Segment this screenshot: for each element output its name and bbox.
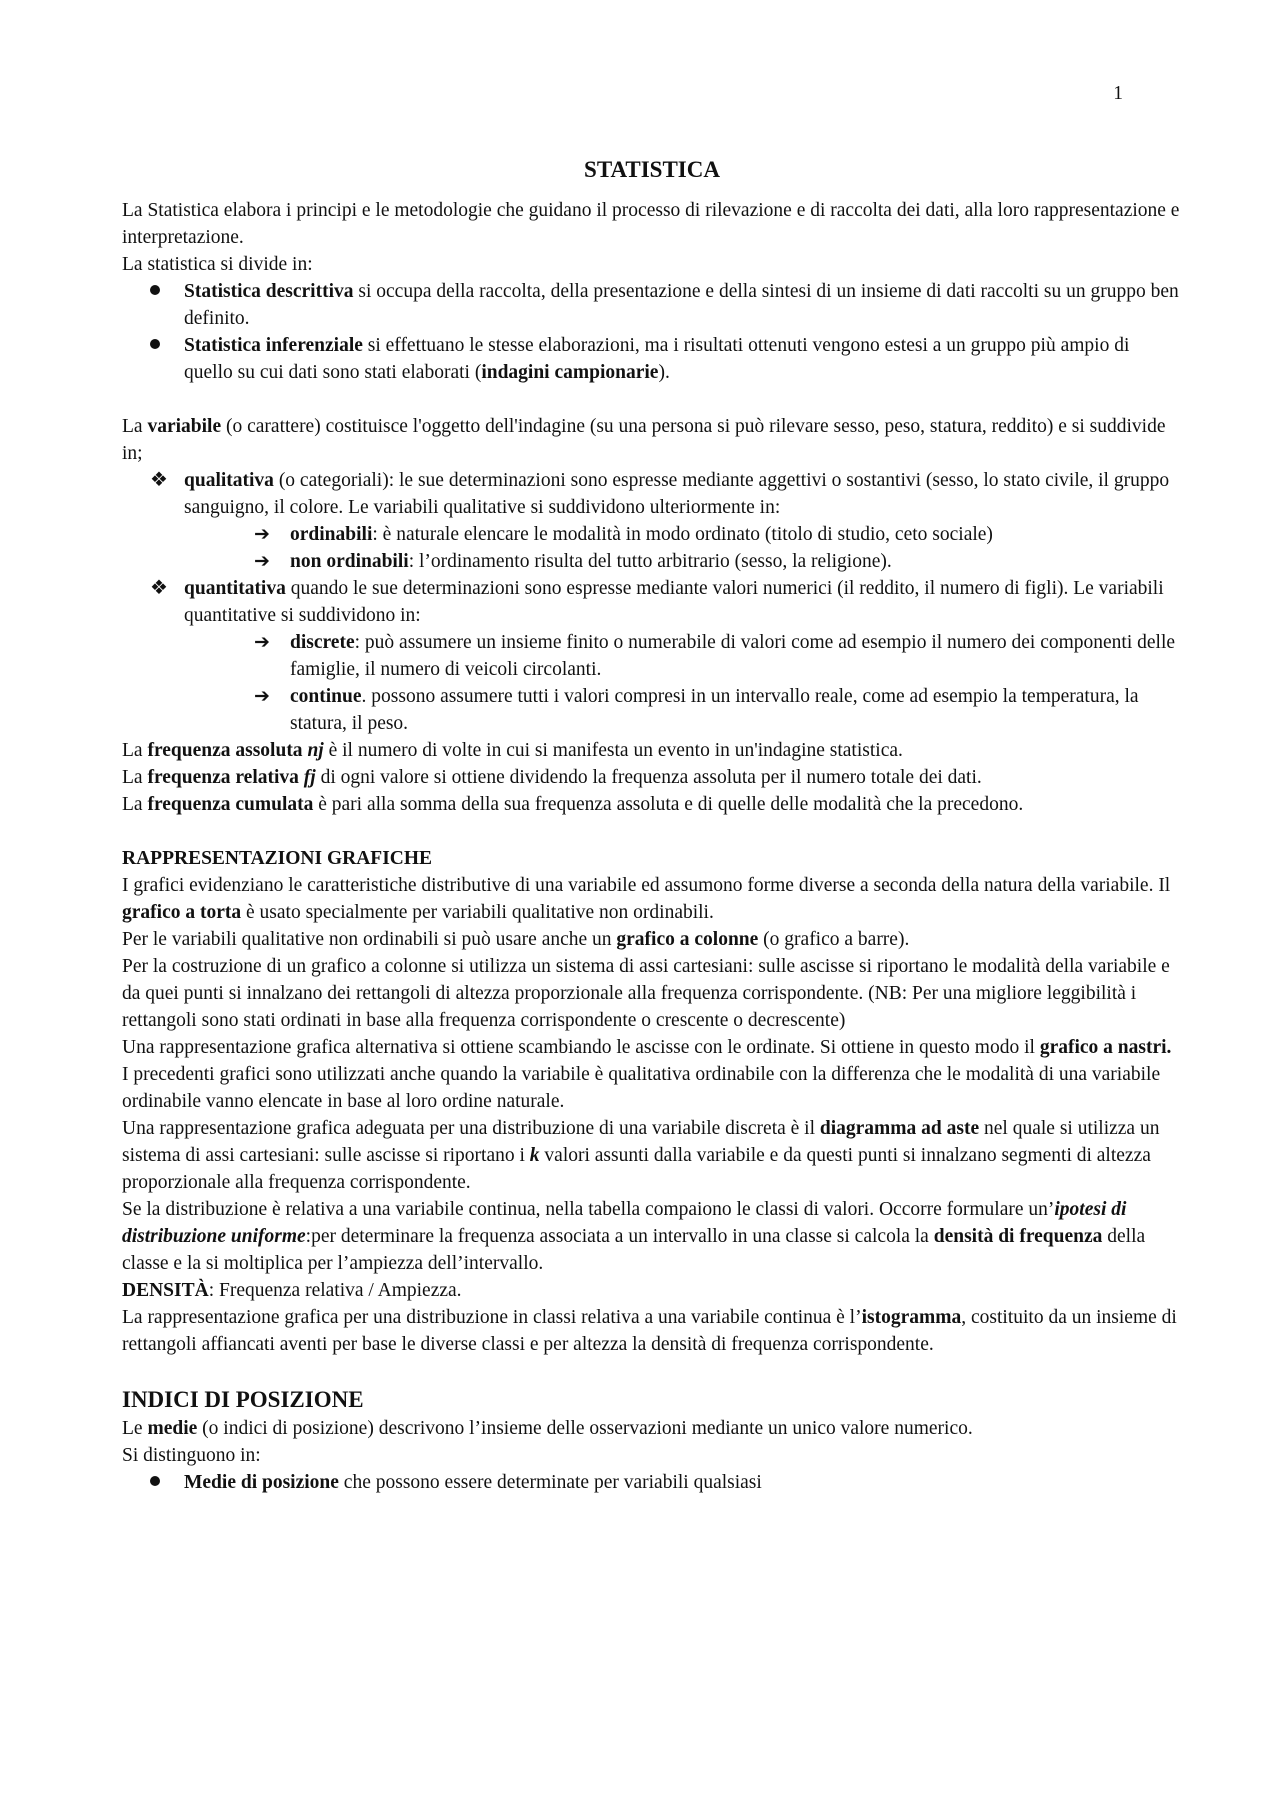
- list-item: [122, 683, 1182, 737]
- paragraph: [122, 1061, 1182, 1115]
- bullet-icon: [150, 278, 176, 305]
- term: grafico a nastri.: [1039, 1037, 1172, 1058]
- text: La: [122, 740, 148, 761]
- frequenza-cumulata-paragraph: [122, 791, 1182, 818]
- frequenza-assoluta-paragraph: [122, 737, 1182, 764]
- variable-types-list-2: [122, 575, 1182, 629]
- term: indagini campionarie: [481, 362, 659, 383]
- text: Per le variabili qualitative non ordinabili si può usare anche un: [122, 929, 617, 950]
- definition: è il numero di volte in cui si manifesta un evento in un'indagine statistica.: [323, 740, 903, 761]
- arrow-right-icon: ➔: [254, 685, 270, 707]
- paragraph: [122, 1115, 1182, 1196]
- intro-text: La Statistica elabora i principi e le metodologie che guidano il processo di rilevazione e di raccolta dei dati, alla loro rappresentazione e interpretazione.: [122, 200, 1180, 248]
- paragraph: [122, 1415, 1182, 1442]
- paragraph: [122, 1304, 1182, 1358]
- term: densità di frequenza: [933, 1226, 1103, 1247]
- term: istogramma: [861, 1307, 962, 1328]
- bullet-icon: [150, 332, 176, 359]
- paragraph: [122, 872, 1182, 926]
- list-item: [122, 332, 1182, 386]
- text: valori assunti dalla variabile e da questi punti si innalzano segmenti di altezza proporzionale alla frequenza corrispondente.: [122, 1145, 1151, 1193]
- page-number: 1: [1113, 83, 1123, 104]
- paragraph: [122, 926, 1182, 953]
- term: diagramma ad aste: [819, 1118, 980, 1139]
- text: La: [122, 767, 148, 788]
- bullet-icon: [150, 1469, 176, 1496]
- text: La: [122, 416, 148, 437]
- list-item: [122, 1469, 1182, 1496]
- text: I grafici evidenziano le caratteristiche distributive di una variabile ed assumono forme diverse a seconda della natura della variabile. Il: [122, 875, 1171, 896]
- text: Si distinguono in:: [122, 1445, 261, 1466]
- term: non ordinabili: [290, 551, 409, 572]
- list-item: [122, 521, 1182, 548]
- list-item: [122, 629, 1182, 683]
- definition: (o categoriali): le sue determinazioni sono espresse mediante aggettivi o sostantivi (sesso, lo stato civile, il gruppo sanguigno, il colore. Le variabili qualitative si suddividono ulteriormente in:: [184, 470, 1170, 518]
- text: nel quale si utilizza un sistema di assi cartesiani: sulle ascisse si riportano i: [122, 1118, 1160, 1166]
- definition: quando le sue determinazioni sono espresse mediante valori numerici (il reddito, il numero di figli). Le variabili quantitative si suddividono in:: [184, 578, 1164, 626]
- section-heading-rappresentazioni: RAPPRESENTAZIONI GRAFICHE: [122, 848, 433, 869]
- symbol: fj: [303, 767, 316, 788]
- term: ordinabili: [290, 524, 373, 545]
- text: La rappresentazione grafica per una distribuzione in classi relativa a una variabile continua è l’: [122, 1307, 862, 1328]
- variable-types-list: [122, 467, 1182, 521]
- text: (o indici di posizione) descrivono l’insieme delle osservazioni mediante un unico valore numerico.: [197, 1418, 973, 1439]
- text: I precedenti grafici sono utilizzati anche quando la variabile è qualitativa ordinabile con la differenza che le modalità di una variabile ordinabile vanno elencate in base al loro ordine naturale.: [122, 1064, 1161, 1112]
- text: Una rappresentazione grafica alternativa si ottiene scambiando le ascisse con le ordinate. Si ottiene in questo modo il: [122, 1037, 1040, 1058]
- term: Statistica inferenziale: [184, 335, 363, 356]
- term: continue: [290, 686, 362, 707]
- term: medie: [147, 1418, 198, 1439]
- definition: : può assumere un insieme finito o numerabile di valori come ad esempio il numero dei componenti delle famiglie, il numero di veicoli circolanti.: [290, 632, 1176, 680]
- term: Statistica descrittiva: [184, 281, 354, 302]
- text: :per determinare la frequenza associata a un intervallo in una classe si calcola la: [305, 1226, 934, 1247]
- list-item-quantitativa: [122, 575, 1182, 629]
- text: (o grafico a barre).: [758, 929, 910, 950]
- term: grafico a torta: [122, 902, 242, 923]
- term: discrete: [290, 632, 355, 653]
- diamond-bullet-icon: ❖: [150, 577, 168, 599]
- paragraph: [122, 1034, 1182, 1061]
- term: frequenza relativa: [147, 767, 304, 788]
- definition: è pari alla somma della sua frequenza assoluta e di quelle delle modalità che la precedono.: [313, 794, 1024, 815]
- term: ipotesi di distribuzione uniforme: [122, 1199, 1127, 1247]
- qualitative-subtypes-list: [122, 521, 1182, 575]
- frequenza-relativa-paragraph: [122, 764, 1182, 791]
- diamond-bullet-icon: ❖: [150, 469, 168, 491]
- text: Le: [122, 1418, 148, 1439]
- definition: si occupa della raccolta, della presentazione e della sintesi di un insieme di dati raccolti su un gruppo ben definito.: [184, 281, 1179, 329]
- list-item: [122, 278, 1182, 332]
- paragraph: [122, 953, 1182, 1034]
- arrow-right-icon: ➔: [254, 550, 270, 572]
- variabile-paragraph: [122, 413, 1182, 467]
- definition: si effettuano le stesse elaborazioni, ma i risultati ottenuti vengono estesi a un gruppo più ampio di quello su cui dati sono stati elaborati (: [184, 335, 1130, 383]
- term: grafico a colonne: [616, 929, 759, 950]
- document-body: [122, 154, 1182, 1496]
- quantitative-subtypes-list: [122, 629, 1182, 737]
- definition: : è naturale elencare le modalità in modo ordinato (titolo di studio, ceto sociale): [372, 524, 993, 545]
- symbol: k: [529, 1145, 540, 1166]
- definition: : l’ordinamento risulta del tutto arbitrario (sesso, la religione).: [408, 551, 892, 572]
- intro-paragraph: [122, 197, 1182, 251]
- definition: . possono assumere tutti i valori compresi in un intervallo reale, come ad esempio la temperatura, la statura, il peso.: [290, 686, 1139, 734]
- text: è usato specialmente per variabili qualitative non ordinabili.: [241, 902, 714, 923]
- paragraph: [122, 1277, 1182, 1304]
- paragraph: [122, 1196, 1182, 1277]
- term: variabile: [147, 416, 222, 437]
- term: Medie di posizione: [184, 1472, 339, 1493]
- definition: di ogni valore si ottiene dividendo la frequenza assoluta per il numero totale dei dati.: [315, 767, 982, 788]
- section-heading-indici: INDICI DI POSIZIONE: [122, 1387, 364, 1412]
- intro-division: [122, 251, 1182, 278]
- definition: che possono essere determinate per variabili qualsiasi: [338, 1472, 762, 1493]
- symbol: nj: [307, 740, 324, 761]
- term: qualitativa: [184, 470, 274, 491]
- list-item-qualitativa: [122, 467, 1182, 521]
- arrow-right-icon: ➔: [254, 631, 270, 653]
- page-title: STATISTICA: [584, 157, 720, 182]
- medie-types-list: [122, 1469, 1182, 1496]
- intro-division-text: La statistica si divide in:: [122, 254, 313, 275]
- text: Una rappresentazione grafica adeguata per una distribuzione di una variabile discreta è il: [122, 1118, 820, 1139]
- arrow-right-icon: ➔: [254, 523, 270, 545]
- text: Se la distribuzione è relativa a una variabile continua, nella tabella compaiono le classi di valori. Occorre formulare un’: [122, 1199, 1055, 1220]
- paragraph: [122, 1442, 1182, 1469]
- term: frequenza assoluta: [147, 740, 308, 761]
- text: , costituito da un insieme di rettangoli affiancati aventi per base le diverse classi e per altezza la densità di frequenza corrispondente.: [122, 1307, 1177, 1355]
- text: Per la costruzione di un grafico a colonne si utilizza un sistema di assi cartesiani: sulle ascisse si riportano le modalità della variabile e da quei punti si innalzano dei rettangoli di altezza proporzionale alla frequenza corrispondente. (NB: Per una migliore leggibilità i rettangoli sono stati ordinati in base alla frequenza corrispondente o crescente o decrescente): [122, 956, 1170, 1031]
- term: frequenza cumulata: [147, 794, 314, 815]
- definition: ).: [658, 362, 670, 383]
- text: La: [122, 794, 148, 815]
- text: della classe e la si moltiplica per l’ampiezza dell’intervallo.: [122, 1226, 1146, 1274]
- term: DENSITÀ: [122, 1280, 209, 1301]
- term: quantitativa: [184, 578, 286, 599]
- list-item: [122, 548, 1182, 575]
- text: : Frequenza relativa / Ampiezza.: [208, 1280, 462, 1301]
- statistics-types-list: [122, 278, 1182, 386]
- definition: (o carattere) costituisce l'oggetto dell'indagine (su una persona si può rilevare sesso, peso, statura, reddito) e si suddivide in;: [122, 416, 1166, 464]
